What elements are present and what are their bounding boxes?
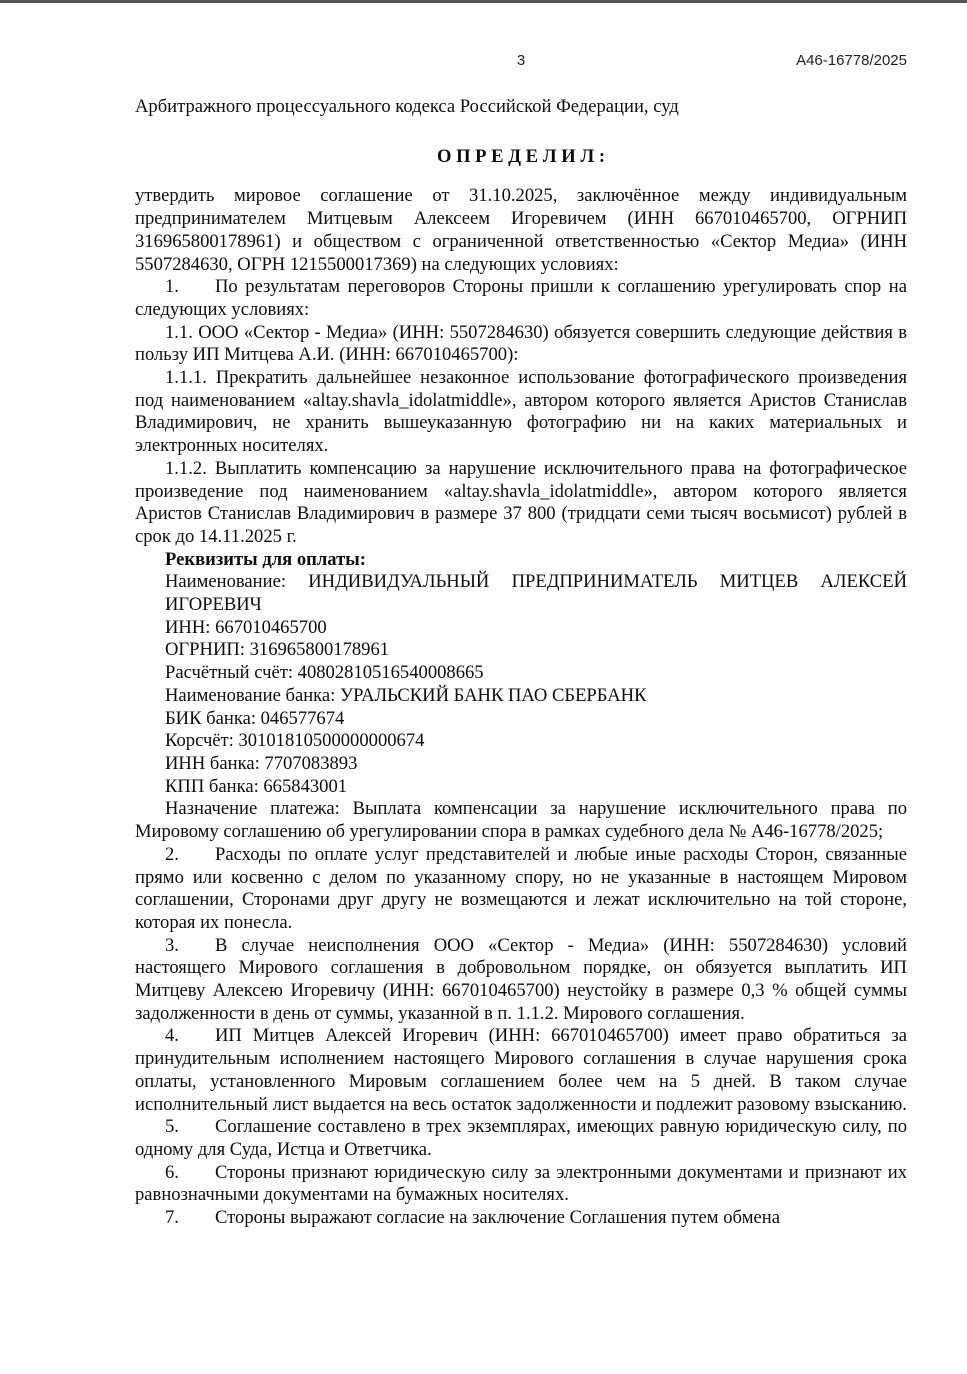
- clause-5: [135, 1116, 907, 1161]
- clause-7-text: Стороны выражают согласие на заключение Соглашения путем обмена: [215, 1207, 781, 1229]
- page-number: 3: [516, 52, 526, 69]
- clause-3-text: В случае неисполнения ООО «Сектор - Медиа» (ИНН: 5507284630) условий настоящего Мирового соглашения в добровольном порядке, он обязуется выплатить ИП Митцеву Алексею Игоревичу (ИНН: 667010465700) неустойку в размере 0,3 % общей суммы задолженности в день от суммы, указанной в п. 1.1.2. Мирового соглашения.: [135, 934, 907, 1024]
- requisite-line-bank-kpp: КПП банка: 665843001: [165, 775, 348, 797]
- requisites-heading: Реквизиты для оплаты:: [165, 548, 366, 570]
- clause-7: [135, 1207, 907, 1230]
- clause-1-number: 1.: [165, 276, 179, 298]
- clause-1-1-2: 1.1.2. Выплатить компенсацию за нарушение исключительного права на фотографическое произведение под наименованием «altay.shavla_idolatmiddle», автором которого является Аристов Станислав Владимирович в размере 37 800 (тридцати семи тысяч восьмисот) рублей в срок до 14.11.2025 г.: [135, 457, 907, 547]
- requisite-line-account: Расчётный счёт: 40802810516540008665: [165, 662, 484, 684]
- clause-1: [135, 276, 907, 321]
- requisite-line-inn: ИНН: 667010465700: [165, 616, 327, 638]
- clause-4: [135, 1025, 907, 1116]
- requisite-line-bik: БИК банка: 046577674: [165, 707, 345, 729]
- requisite-line-ogrnip: ОГРНИП: 316965800178961: [165, 639, 390, 661]
- clause-1-1-1: 1.1.1. Прекратить дальнейшее незаконное использование фотографического произведения под наименованием «altay.shavla_idolatmiddle», автором которого является Аристов Станислав Владимирович, не хранить вышеуказанную фотографию ни на каких материальных и электронных носителях.: [135, 367, 907, 457]
- clause-6: [135, 1162, 907, 1207]
- requisite-line-bank-name: Наименование банка: УРАЛЬСКИЙ БАНК ПАО СБЕРБАНК: [165, 684, 647, 706]
- clause-2: [135, 844, 907, 935]
- pre-heading-line: Арбитражного процессуального кодекса Российской Федерации, суд: [135, 96, 679, 117]
- requisite-line-name: Наименование: ИНДИВИДУАЛЬНЫЙ ПРЕДПРИНИМАТЕЛЬ МИТЦЕВ АЛЕКСЕЙ ИГОРЕВИЧ: [165, 571, 907, 616]
- clause-3: [135, 935, 907, 1026]
- clause-4-text: ИП Митцев Алексей Игоревич (ИНН: 667010465700) имеет право обратиться за принудительным исполнением настоящего Мирового соглашения в случае нарушения срока оплаты, установленного Мировым соглашением более чем на 5 дней. В таком случае исполнительный лист выдается на весь остаток задолженности и подлежит разовому взысканию.: [135, 1025, 907, 1115]
- clause-2-number: 2.: [165, 843, 179, 865]
- payment-purpose: Назначение платежа: Выплата компенсации за нарушение исключительного права по Мировому соглашению об урегулировании спора в рамках судебного дела № А46-16778/2025;: [135, 798, 907, 843]
- clause-4-number: 4.: [165, 1025, 179, 1047]
- clause-3-number: 3.: [165, 934, 179, 956]
- intro-paragraph: утвердить мировое соглашение от 31.10.2025, заключённое между индивидуальным предпринимателем Митцевым Алексеем Игоревичем (ИНН 667010465700, ОГРНИП 316965800178961) и обществом с ограниченной ответственностью «Сектор Медиа» (ИНН 5507284630, ОГРН 1215500017369) на следующих условиях:: [135, 185, 907, 275]
- clause-7-number: 7.: [165, 1207, 179, 1229]
- clause-6-text: Стороны признают юридическую силу за электронными документами и признают их равнозначными документами на бумажных носителях.: [135, 1161, 907, 1206]
- clause-1-text: По результатам переговоров Стороны пришли к соглашению урегулировать спор на следующих условиях:: [135, 276, 907, 320]
- ruling-heading: О П Р Е Д Е Л И Л :: [436, 145, 606, 167]
- clause-5-text: Соглашение составлено в трех экземплярах, имеющих равную юридическую силу, по одному для Суда, Истца и Ответчика.: [135, 1116, 907, 1160]
- requisite-line-corr-account: Корсчёт: 30101810500000000674: [165, 730, 425, 752]
- clause-6-number: 6.: [165, 1161, 179, 1183]
- clause-1-1: 1.1. ООО «Сектор - Медиа» (ИНН: 5507284630) обязуется совершить следующие действия в пользу ИП Митцева А.И. (ИНН: 667010465700):: [135, 321, 907, 366]
- text-column: [135, 51, 907, 1230]
- page-header: [135, 51, 907, 71]
- requisite-line-bank-inn: ИНН банка: 7707083893: [165, 752, 358, 774]
- clause-2-text: Расходы по оплате услуг представителей и любые иные расходы Сторон, связанные прямо или косвенно с делом по указанному спору, но не указанные в настоящем Мировом соглашении, Сторонами друг другу не возмещаются и лежат исключительно на той стороне, которая их понесла.: [135, 843, 907, 933]
- case-number: А46-16778/2025: [796, 52, 907, 69]
- clause-5-number: 5.: [165, 1116, 179, 1138]
